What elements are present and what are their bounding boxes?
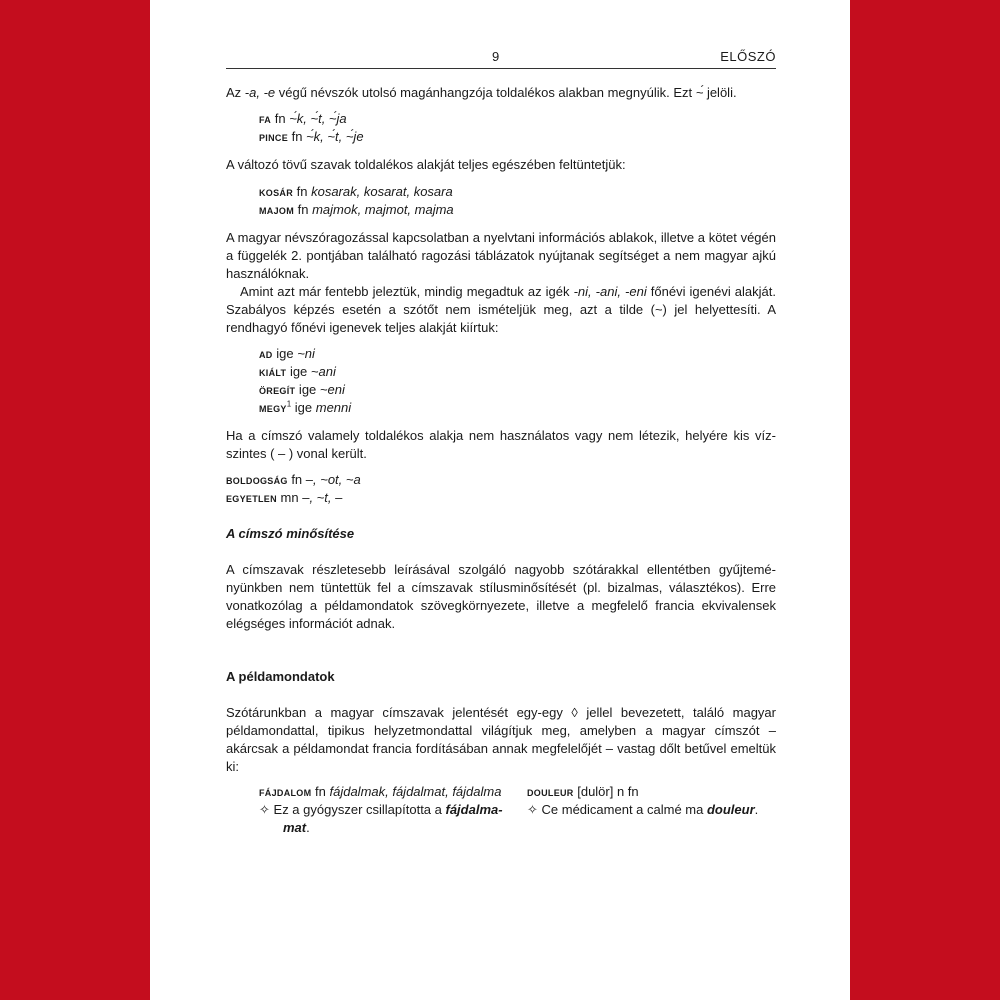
entry-boldogsag: boldogság fn –, ~ot, ~a xyxy=(226,472,361,487)
example-mark-icon: ✧ xyxy=(527,802,538,817)
page-number: 9 xyxy=(492,49,500,64)
entry-oregit: öregít ige ~eni xyxy=(259,382,345,397)
page-content xyxy=(226,0,776,1000)
paragraph-declension-help: A magyar névszóragozással kapcsolatban a nyelvtani információs ablakok, illetve a kötet végén a függelék 2. pontjában található ragozási táblázatok nyújtanak segítséget a nem magyar ajkú használóknak. xyxy=(226,230,776,281)
paragraph-qualification: A címszavak részletesebb leírásával szolgáló nagyobb szótárakkal ellentétben gyűjteményünkben nem tüntettük fel a címszavak stílusminősítését (pl. bizalmas, választékos). Erre vonatkozólag a példamondatok szövegkörnyezete, illetve a megfelelő francia ekvivalensek elégséges információt adnak. xyxy=(226,562,776,631)
entry-megy: megy$^1$ ige menni xyxy=(259,399,352,415)
example-french: douleur [dulör] n fn ✧ Ce médicament a calmé ma douleur. xyxy=(527,784,759,817)
running-header xyxy=(226,49,776,65)
entry-egyetlen: egyetlen mn –, ~t, – xyxy=(226,490,343,505)
entry-majom: majom fn majmok, majmot, majma xyxy=(259,202,454,217)
paragraph-infinitive: Amint azt már fentebb jeleztük, mindig megadtuk az igék -ni, -ani, -eni főnévi igenévi alakját. Szabályos képzés esetén a szótőt nem ismételjük meg, azt a tilde (~) jel helyettesíti. A rendhagyó főnévi igenevek teljes alakját kiírtuk: xyxy=(226,284,776,335)
header-rule xyxy=(226,68,776,69)
paragraph-stem-change: A változó tövű szavak toldalékos alakját teljes egészében feltüntetjük: xyxy=(226,157,626,172)
section-title: ELŐSZÓ xyxy=(720,49,776,64)
paragraph-lengthening: Az -a, -e végű névszók utolsó magánhangzója toldalékos alakban megnyúlik. Ezt ~́ jelöli. xyxy=(226,85,737,100)
entry-fa: fa fn ~́k, ~́t, ~́ja xyxy=(259,111,347,126)
example-mark-icon: ✧ xyxy=(259,802,270,817)
entry-kosar: kosár fn kosarak, kosarat, kosara xyxy=(259,184,453,199)
entry-pince: pince fn ~́k, ~́t, ~́je xyxy=(259,129,364,144)
entry-kialt: kiált ige ~ani xyxy=(259,364,336,379)
heading-examples: A példamondatok xyxy=(226,669,335,684)
document-page xyxy=(150,0,850,1000)
paragraph-missing-forms: Ha a címszó valamely toldalékos alakja nem használatos vagy nem létezik, helyére kis vízszintes ( – ) vonal került. xyxy=(226,428,776,461)
heading-qualification: A címszó minősítése xyxy=(226,526,355,541)
example-hungarian: fájdalom fn fájdalmak, fájdalmat, fájdalma ✧ Ez a gyógyszer csillapította a fájdalma- mat. xyxy=(259,784,503,835)
entry-ad: ad ige ~ni xyxy=(259,346,315,361)
paragraph-examples: Szótárunkban a magyar címszavak jelentését egy-egy ◊ jellel bevezetett, találó magyar példamondattal, tipikus helyzetmondattal világítjuk meg, amelyben a magyar címszót – akárcsak a példamondat francia fordításában annak megfelelőjét – vastag dőlt betűvel emeltük ki: xyxy=(226,705,776,774)
